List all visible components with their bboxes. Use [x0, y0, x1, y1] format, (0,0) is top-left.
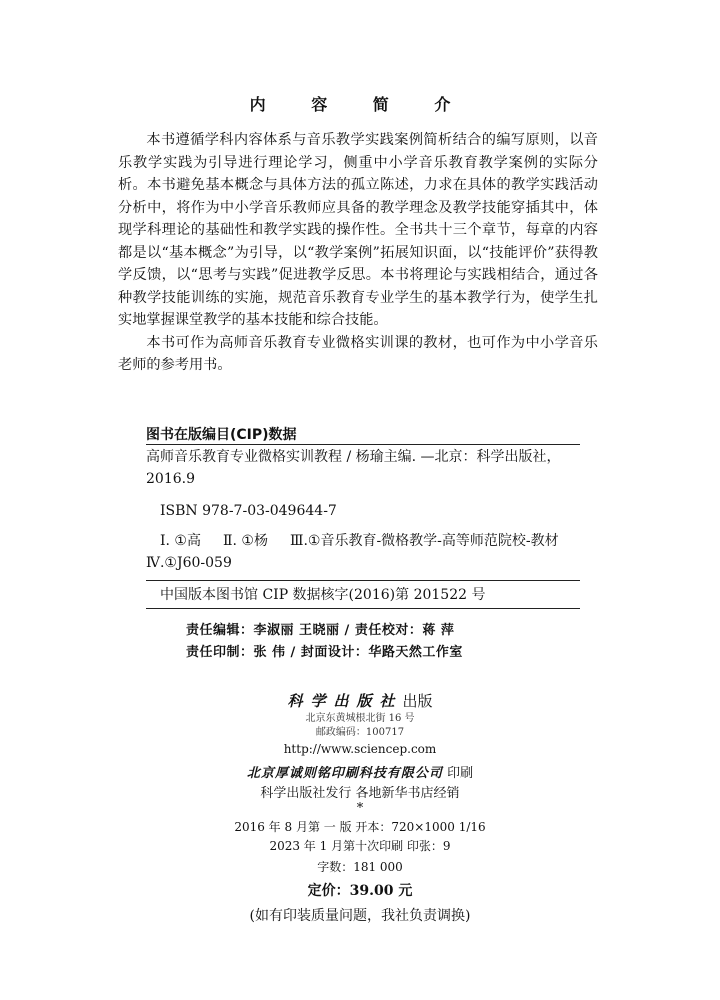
distribution-line: 科学出版社发行 各地新华书店经销	[260, 786, 460, 801]
cip-heading: 图书在版编目(CIP)数据	[146, 427, 297, 443]
publisher-line	[0, 690, 720, 711]
cip-isbn: ISBN 978-7-03-049644-7	[160, 503, 337, 519]
cip-class-2: Ⅱ. ①杨	[222, 533, 268, 549]
price: 定价：39.00 元	[307, 883, 413, 899]
intro-paragraph: 本书遵循学科内容体系与音乐教学实践案例简析结合的编写原则，以音乐教学实践为引导进行理论学习，侧重中小学音乐教育教学案例的实际分析。本书避免基本概念与具体方法的孤立陈述，力求在具体的教学实践活动分析中，将作为中小学音乐教师应具备的教学理念及教学技能穿插其中，体现学科理论的基础性和教学实践的操作性。全书共十三个章节，每章的内容都是以“基本概念”为引导，以“教学案例”拓展知识面，以“技能评价”获得教学反馈，以“思考与实践”促进教学反思。本书将理论与实践相结合，通过各种教学技能训练的实施，规范音乐教育专业学生的基本教学行为，使学生扎实地掌握课堂教学的基本技能和综合技能。	[118, 132, 598, 328]
cip-record: 高师音乐教育专业微格实训教程 / 杨瑜主编. —北京：科学出版社，2016.9	[146, 449, 561, 487]
word-count: 字数：181 000	[317, 860, 403, 874]
first-edition: 2016 年 8 月第 一 版 开本：720×1000 1/16	[234, 820, 486, 834]
printer-suffix: 印刷	[447, 766, 474, 781]
publisher-address-block	[0, 712, 720, 740]
separator-star: *	[356, 801, 364, 816]
cip-number: 中国版本图书馆 CIP 数据核字(2016)第 201522 号	[160, 587, 486, 603]
publisher-address: 北京东黄城根北街 16 号	[305, 713, 415, 724]
publisher-suffix: 出版	[402, 692, 433, 710]
latest-printing: 2023 年 1 月第十次印刷 印张：9	[269, 839, 451, 853]
cip-middle-rule	[146, 580, 580, 581]
publisher-postcode: 邮政编码：100717	[315, 727, 405, 738]
quality-note: (如有印装质量问题，我社负责调换)	[249, 908, 471, 924]
responsible-editors: 责任编辑：李淑丽 王晓丽 / 责任校对：蒋 萍	[186, 623, 455, 638]
cip-classification	[146, 530, 580, 574]
publisher-logo-text: 科学出版社	[287, 692, 403, 710]
publisher-url: http://www.sciencep.com	[283, 742, 437, 756]
printer-name: 北京厚诚则铭印刷科技有限公司	[246, 766, 443, 781]
responsible-printing: 责任印制：张 伟 / 封面设计：华路天然工作室	[186, 645, 463, 660]
edition-info	[0, 818, 720, 856]
printer-line	[0, 762, 720, 781]
intro-section	[118, 129, 598, 377]
cip-class-3: Ⅲ.①音乐教育-微格教学-高等师范院校-教材	[289, 533, 559, 549]
cip-class-1: Ⅰ. ①高	[160, 533, 201, 549]
cip-class-4: Ⅳ.①J60-059	[146, 555, 232, 571]
cip-top-rule	[146, 444, 580, 445]
cip-bottom-rule	[146, 608, 580, 609]
page-title: 内 容 简 介	[249, 95, 471, 114]
intro-paragraph: 本书可作为高师音乐教育专业微格实训课的教材，也可作为中小学音乐老师的参考用书。	[118, 334, 598, 373]
